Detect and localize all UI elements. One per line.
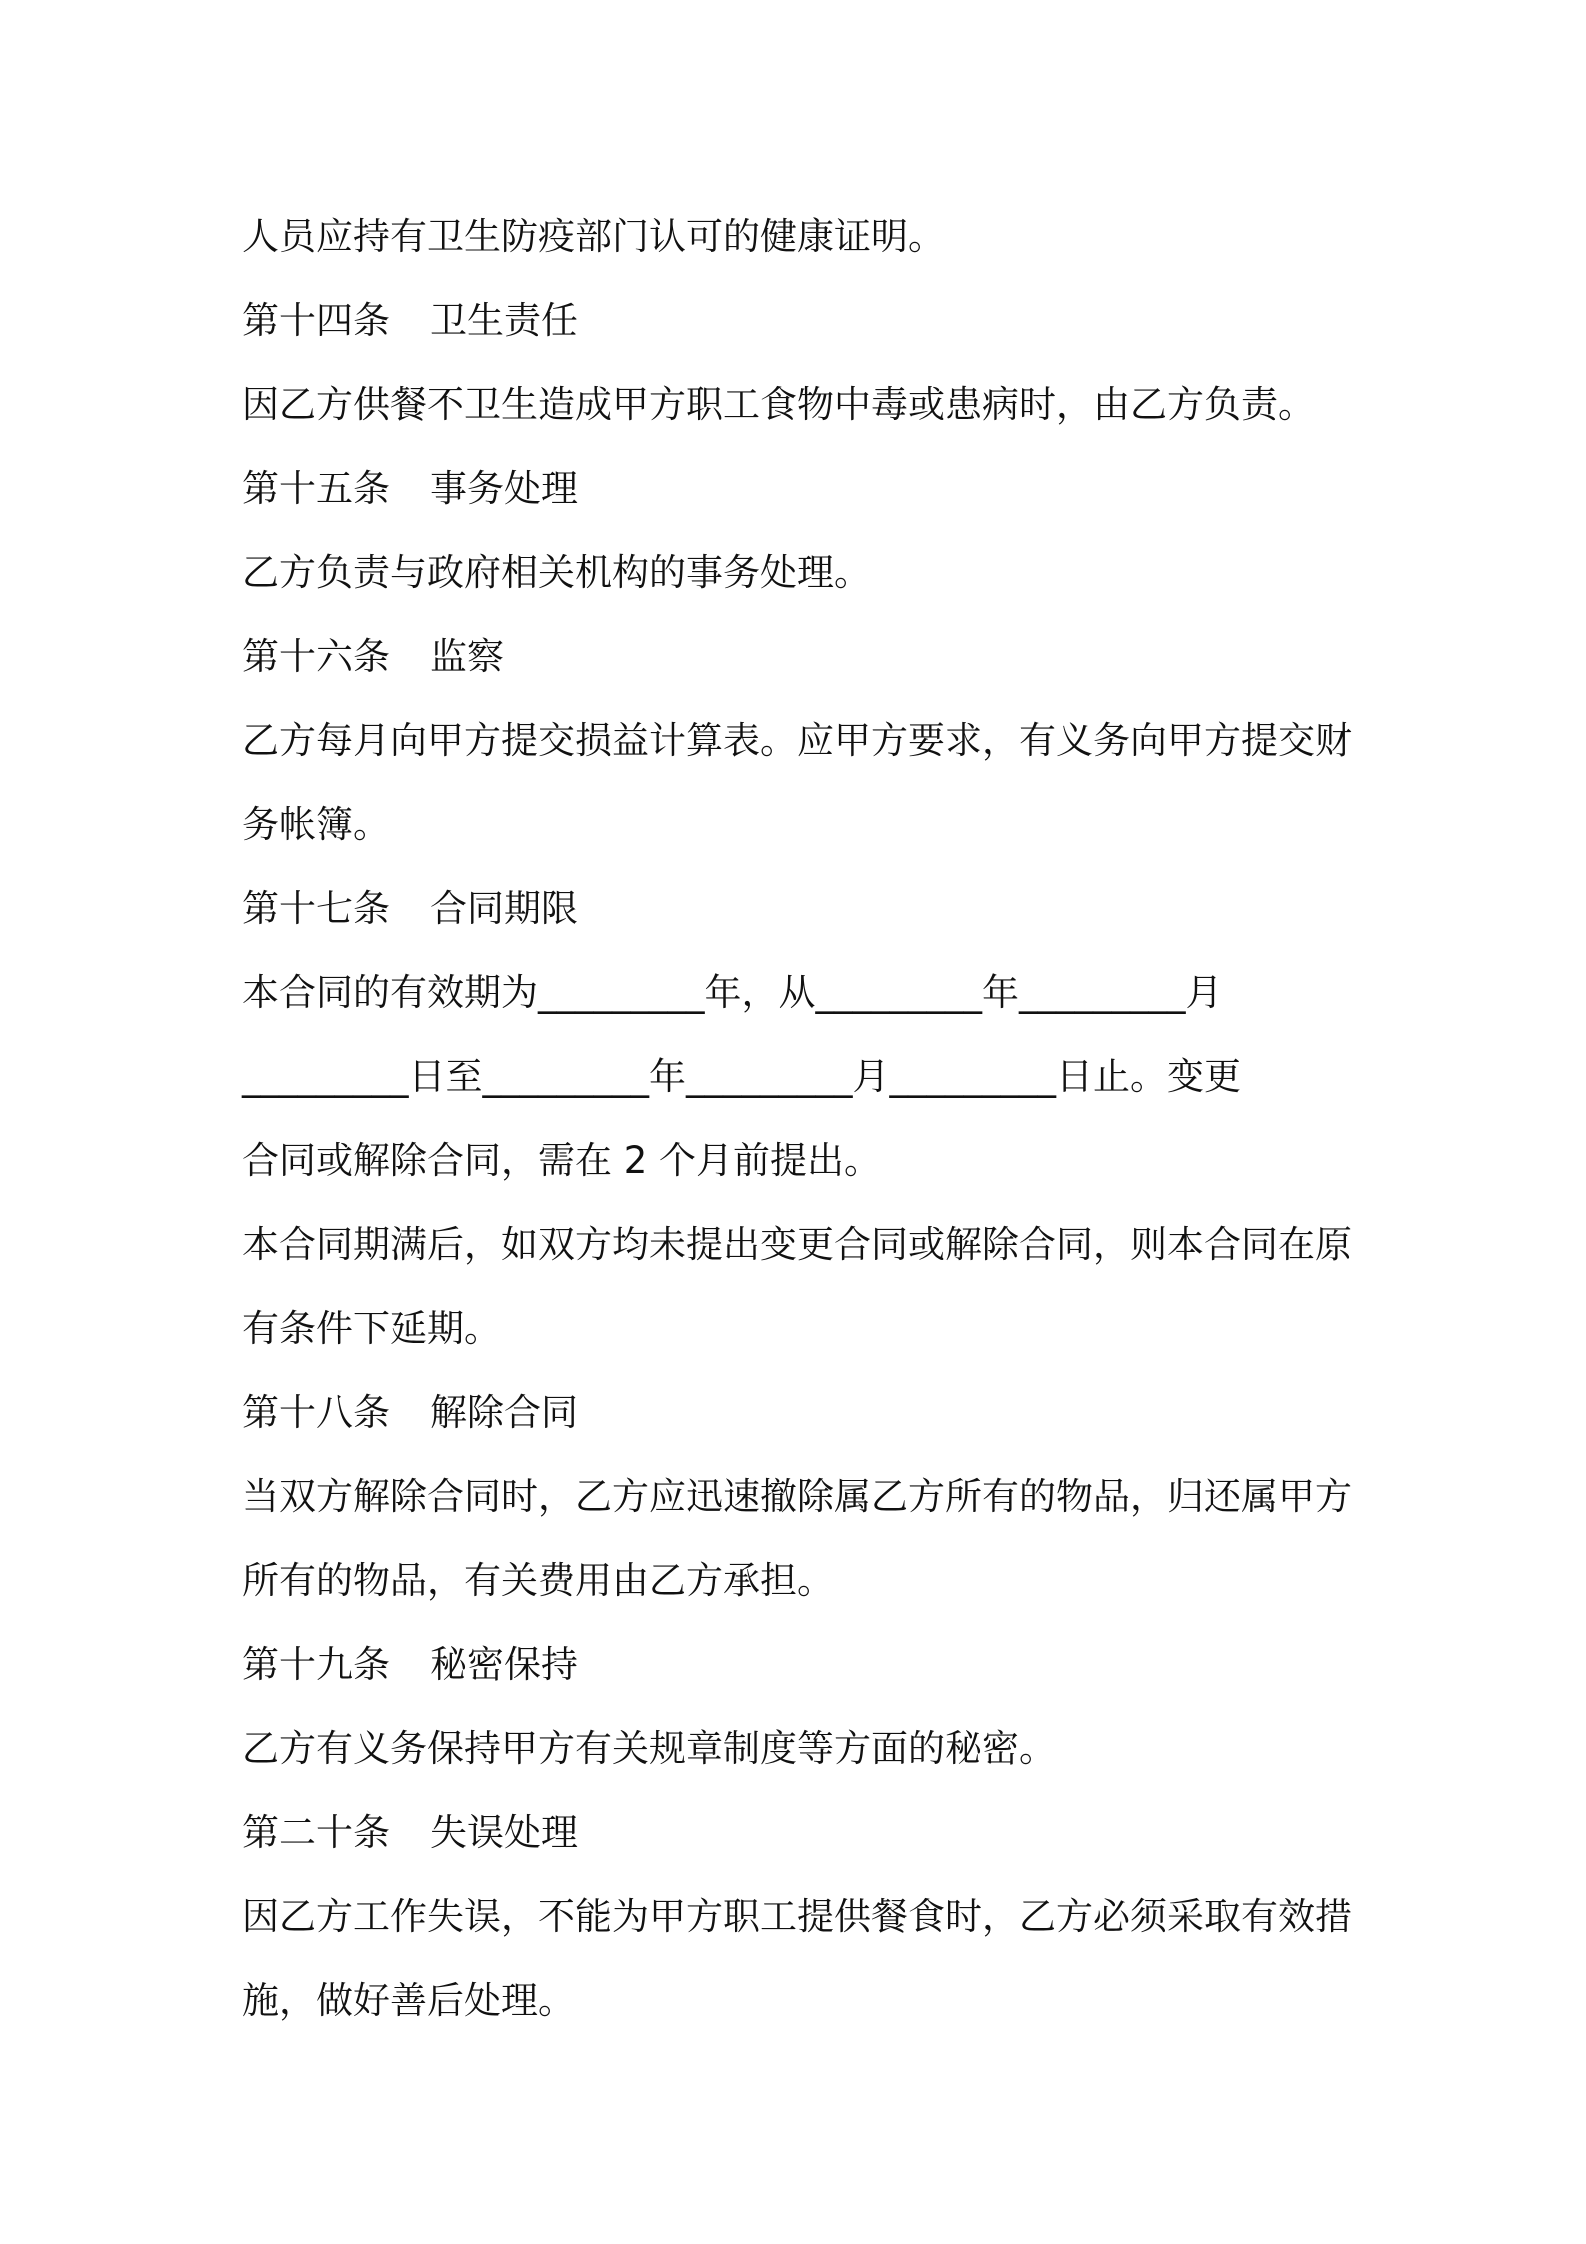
body-text-line: 乙方每月向甲方提交损益计算表。应甲方要求，有义务向甲方提交财 bbox=[242, 719, 1352, 762]
article-number: 第二十条 bbox=[242, 1811, 390, 1854]
body-text-line: 本合同的有效期为_________年，从_________年_________月 bbox=[242, 971, 1223, 1014]
article-number: 第十七条 bbox=[242, 887, 390, 930]
body-text-line: 乙方负责与政府相关机构的事务处理。 bbox=[242, 551, 871, 594]
article-heading bbox=[242, 1623, 1362, 1707]
article-title: 失误处理 bbox=[430, 1811, 578, 1854]
article-number: 第十八条 bbox=[242, 1391, 390, 1434]
body-text-line: 本合同期满后，如双方均未提出变更合同或解除合同，则本合同在原 bbox=[242, 1223, 1352, 1266]
body-text-line: 因乙方工作失误，不能为甲方职工提供餐食时，乙方必须采取有效措 bbox=[242, 1895, 1352, 1938]
body-text-line: 施，做好善后处理。 bbox=[242, 1979, 575, 2022]
body-text-line: 务帐簿。 bbox=[242, 803, 390, 846]
body-text-line: 合同或解除合同，需在 2 个月前提出。 bbox=[242, 1139, 882, 1182]
body-text-line: 乙方有义务保持甲方有关规章制度等方面的秘密。 bbox=[242, 1727, 1056, 1770]
article-heading bbox=[242, 1371, 1362, 1455]
body-text-line: 所有的物品，有关费用由乙方承担。 bbox=[242, 1559, 834, 1602]
document-body bbox=[242, 195, 1362, 2043]
article-heading bbox=[242, 615, 1362, 699]
article-number: 第十四条 bbox=[242, 299, 390, 342]
article-title: 事务处理 bbox=[430, 467, 578, 510]
article-number: 第十五条 bbox=[242, 467, 390, 510]
body-text-line: 人员应持有卫生防疫部门认可的健康证明。 bbox=[242, 215, 945, 258]
article-number: 第十九条 bbox=[242, 1643, 390, 1686]
article-heading bbox=[242, 1791, 1362, 1875]
body-text-line: _________日至_________年_________月_________日止。变更 bbox=[242, 1055, 1241, 1098]
body-text-line: 当双方解除合同时，乙方应迅速撤除属乙方所有的物品，归还属甲方 bbox=[242, 1475, 1352, 1518]
article-title: 监察 bbox=[430, 635, 504, 678]
article-heading bbox=[242, 867, 1362, 951]
body-text-line: 因乙方供餐不卫生造成甲方职工食物中毒或患病时，由乙方负责。 bbox=[242, 383, 1315, 426]
article-heading bbox=[242, 447, 1362, 531]
article-title: 合同期限 bbox=[430, 887, 578, 930]
article-title: 解除合同 bbox=[430, 1391, 578, 1434]
article-title: 卫生责任 bbox=[430, 299, 578, 342]
body-text-line: 有条件下延期。 bbox=[242, 1307, 501, 1350]
article-number: 第十六条 bbox=[242, 635, 390, 678]
article-title: 秘密保持 bbox=[430, 1643, 578, 1686]
article-heading bbox=[242, 279, 1362, 363]
